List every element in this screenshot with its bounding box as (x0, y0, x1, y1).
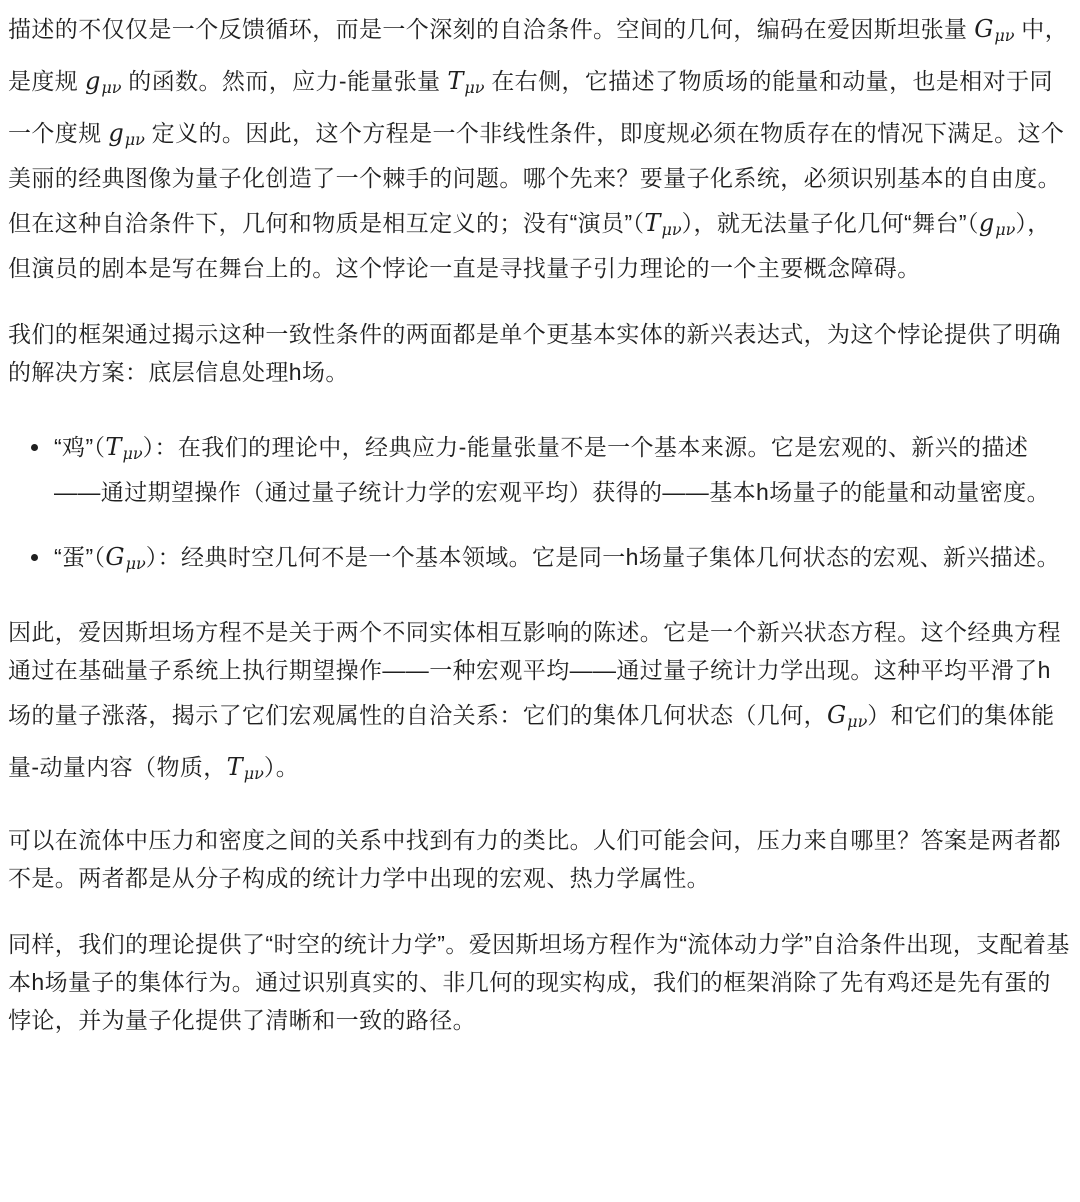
paragraph: 我们的框架通过揭示这种一致性条件的两面都是单个更基本实体的新兴表达式，为这个悖论提供了明确的解决方案：底层信息处理h场。 (8, 321, 1061, 385)
inline-math: $G_{\mu\nu}$ (827, 701, 868, 732)
paragraph: 因此，爱因斯坦场方程不是关于两个不同实体相互影响的陈述。它是一个新兴状态方程。这个经典方程通过在基础量子系统上执行期望操作——一种宏观平均——通过量子统计力学出现。这种平均平滑了h场的量子涨落，揭示了它们宏观属性的自洽关系：它们的集体几何状态（几何，$G_{\mu\nu}$）和它们的集体能量-动量内容（物质，$T_{\mu\nu}$）。 (8, 619, 1061, 784)
inline-math: $T_{\mu\nu}$ (105, 433, 143, 464)
inline-math: $T_{\mu\nu}$ (447, 67, 485, 98)
paragraph: 同样，我们的理论提供了“时空的统计力学”。爱因斯坦场方程作为“流体动力学”自洽条件出现，支配着基本h场量子的集体行为。通过识别真实的、非几何的现实构成，我们的框架消除了先有鸡还是先有蛋的悖论，并为量子化提供了清晰和一致的路径。 (8, 931, 1070, 1033)
paragraph: 可以在流体中压力和密度之间的关系中找到有力的类比。人们可能会问，压力来自哪里？答案是两者都不是。两者都是从分子构成的统计力学中出现的宏观、热力学属性。 (8, 827, 1061, 891)
bullet-item: • “鸡$”(T_{\mu\nu})$：在我们的理论中，经典应力-能量张量不是一个基本来源。它是宏观的、新兴的描述——通过期望操作（通过量子统计力学的宏观平均）获得的——基本h场量子的能量和动量密度。 (52, 421, 1072, 511)
inline-math: $g_{\mu\nu}$ (85, 67, 122, 98)
bullet-list (8, 421, 1072, 583)
inline-math: $g_{\mu\nu}$ (978, 209, 1016, 240)
inline-math: $T_{\mu\nu}$ (644, 209, 682, 240)
inline-math: $g_{\mu\nu}$ (108, 119, 145, 150)
bullet-item: • “蛋$”(G_{\mu\nu})$：经典时空几何不是一个基本领域。它是同一h场量子集体几何状态的宏观、新兴描述。 (52, 531, 1072, 583)
inline-math: $G_{\mu\nu}$ (974, 15, 1015, 46)
inline-math: $G_{\mu\nu}$ (105, 543, 146, 574)
inline-math: $T_{\mu\nu}$ (226, 753, 264, 784)
paragraph: 描述的不仅仅是一个反馈循环，而是一个深刻的自洽条件。空间的几何，编码在爱因斯坦张量 $G_{\mu\nu}$ 中，是度规 $g_{\mu\nu}$ 的函数。然而，应力-能量张量 $T_{\mu\nu}$ 在右侧，它描述了物质场的能量和动量，也是相对于同一个度规 $g_{\mu\nu}$ 定义的。因此，这个方程是一个非线性条件，即度规必须在物质存在的情况下满足。这个美丽的经典图像为量子化创造了一个棘手的问题。哪个先来？要量子化系统，必须识别基本的自由度。但在这种自洽条件下，几何和物质是相互定义的；没有“演员$”(T_{\mu\nu})$，就无法量子化几何“舞台$”(g_{\mu\nu})$，但演员的剧本是写在舞台上的。这个悖论一直是寻找量子引力理论的一个主要概念障碍。 (8, 15, 1069, 281)
